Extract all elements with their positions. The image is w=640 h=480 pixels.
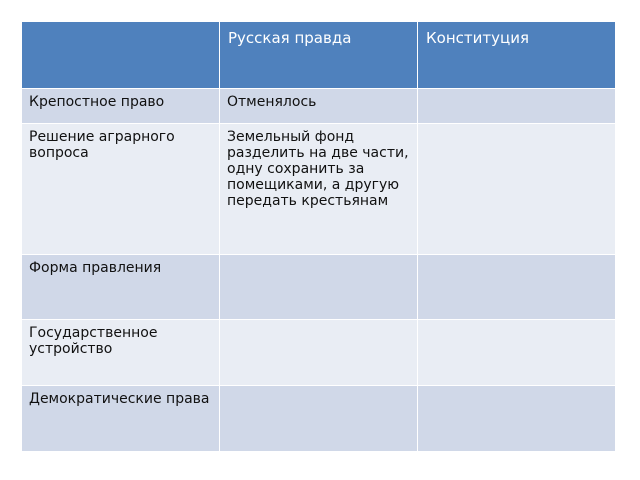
cell-konstitutsiya-row2 <box>418 124 616 255</box>
header-russkaya-pravda-label: Русская правда <box>228 29 352 47</box>
row-label-text: Демократические права <box>29 391 210 407</box>
header-konstitutsiya <box>418 22 616 89</box>
row-label-text: Форма правления <box>29 260 162 276</box>
cell-konstitutsiya-row1 <box>418 89 616 124</box>
cell-konstitutsiya-row3 <box>418 255 616 320</box>
row-label-krepostnoe-pravo <box>22 89 220 124</box>
row-label-demokraticheskie-prava <box>22 386 220 452</box>
cell-konstitutsiya-row5 <box>418 386 616 452</box>
cell-text: Отменялось <box>227 94 317 110</box>
row-label-gos-ustroystvo <box>22 320 220 386</box>
row-label-forma-pravleniya <box>22 255 220 320</box>
row-label-text: Крепостное право <box>29 94 165 110</box>
header-russkaya-pravda <box>220 22 418 89</box>
header-corner-cell <box>22 22 220 89</box>
header-konstitutsiya-label: Конституция <box>426 29 529 47</box>
row-label-text: Решение аграрного вопроса <box>29 129 175 161</box>
comparison-table <box>22 22 616 432</box>
cell-text: Земельный фонд разделить на две части, одну сохранить за помещиками, а другую передать крестьянам <box>227 129 409 209</box>
cell-russkaya-pravda-row2 <box>220 124 418 255</box>
cell-russkaya-pravda-row5 <box>220 386 418 452</box>
cell-konstitutsiya-row4 <box>418 320 616 386</box>
row-label-text: Государственное устройство <box>29 325 158 357</box>
cell-russkaya-pravda-row4 <box>220 320 418 386</box>
cell-russkaya-pravda-row3 <box>220 255 418 320</box>
row-label-agrarny-vopros <box>22 124 220 255</box>
cell-russkaya-pravda-row1 <box>220 89 418 124</box>
